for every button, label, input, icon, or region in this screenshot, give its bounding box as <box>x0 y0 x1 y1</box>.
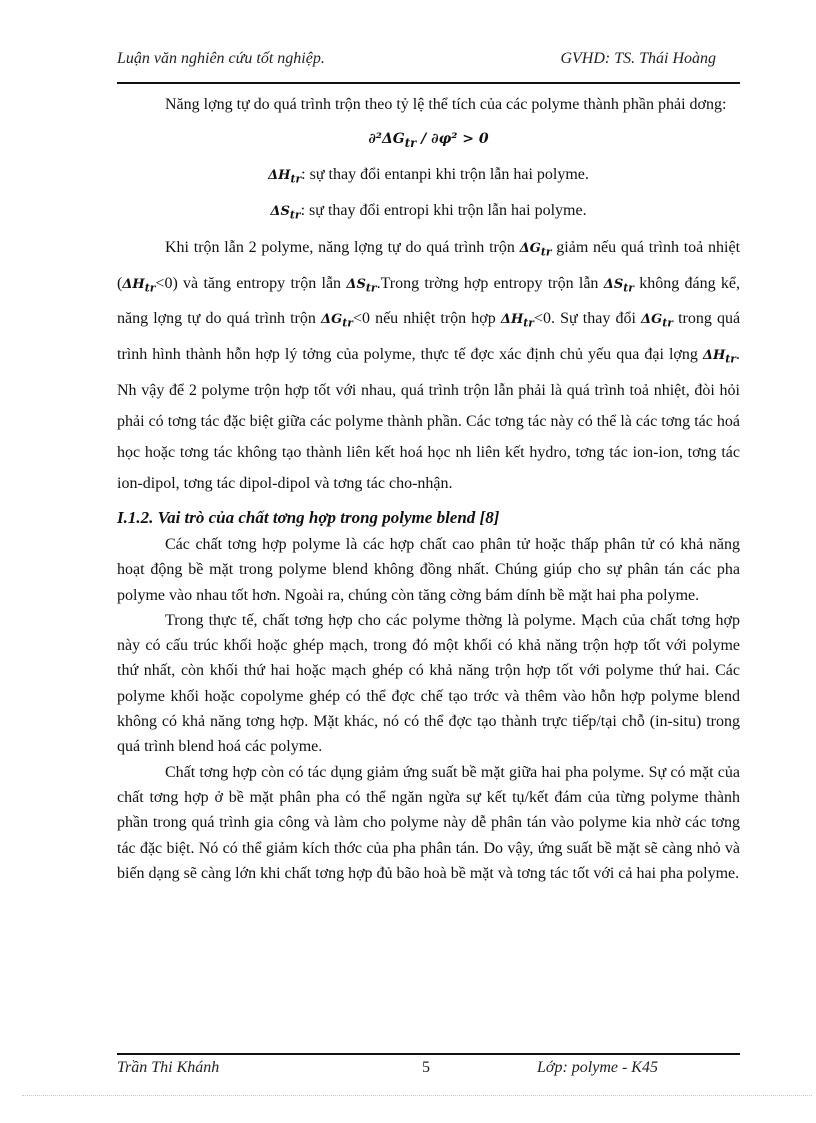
symbol-delta-s: $\Delta S_{tr}$ <box>270 203 301 222</box>
header-thesis-title: Luận văn nghiên cứu tốt nghiệp. <box>117 50 325 67</box>
page-footer <box>117 1059 738 1083</box>
symbol-delta-h: $\Delta H_{tr}$ <box>500 312 534 331</box>
paragraph-mixing: Khi trộn lẫn 2 polyme, năng lợng tự do quá trình trộn $\Delta G_{tr}$ giảm nếu quá trình toả nhiệt $(\Delta H_{tr}<0)$ và tăng entropy trộn lẫn $\Delta S_{tr}.Trong$ trờng hợp entropy trộn lẫn $\Delta S_{tr}$ không đáng kể, năng lợng tự do quá trình trộn $\Delta G_{tr}<0$ nếu nhiệt trộn hợp $\Delta H_{tr}<0$. Sự thay đổi $\Delta G_{tr}$ trong quá trình hình thành hỗn hợp lý tởng của polyme, thực tế đợc xác định chủ yếu qua đại lợng $\Delta H_{tr}$. Nh vậy để 2 polyme trộn hợp tốt với nhau, quá trình trộn lẫn phải là quá trình toả nhiệt, đòi hỏi phải có tơng tác đặc biệt giữa các polyme thành phần. Các tơng tác này có thể là các tơng tác hoá học hoặc tơng tác không tạo thành liên kết hoá học nh liên kết hydro, tơng tác ion-ion, tơng tác ion-dipol, tơng tác dipol-dipol và tơng tác cho-nhận. <box>117 239 741 492</box>
footer-class: Lớp: polyme - K45 <box>537 1059 658 1076</box>
footer-rule <box>117 1053 740 1055</box>
symbol-delta-h: $\Delta H_{tr}$ <box>268 168 302 186</box>
page-body <box>117 92 740 886</box>
footer-author: Trần Thi Khánh <box>117 1059 220 1076</box>
symbol-delta-h: $\Delta H_{tr}$ <box>702 348 737 366</box>
symbol-delta-s: $\Delta S_{tr}$ <box>346 276 377 295</box>
page-number: 5 <box>422 1059 430 1076</box>
paragraph-free-energy: Năng lợng tự do quá trình trộn theo tỷ lệ thể tích của các polyme thành phần phải dơng: <box>165 96 727 113</box>
equation-main <box>117 123 740 159</box>
symbol-delta-g: $\Delta G_{tr}$ <box>321 312 353 331</box>
symbol-delta-g: $\Delta G_{tr}$ <box>519 241 552 259</box>
header-supervisor: GVHD: TS. Thái Hoàng <box>560 50 716 67</box>
equation-second-derivative: $\partial^2\Delta G_{tr} / \partial\varphi^2 > 0$ <box>368 131 489 151</box>
symbol-delta-s: $\Delta S_{tr}$ <box>603 276 634 295</box>
paragraph-compatibilizer-structure: Trong thực tế, chất tơng hợp cho các polyme thờng là polyme. Mạch của chất tơng hợp này có cấu trúc khối hoặc ghép mạch, trong đó một khối có khả năng trộn hợp tốt với polyme thứ nhất, còn khối thứ hai hoặc mạch ghép có khả năng trộn hợp tốt với polyme thứ hai. Các polyme khối hoặc copolyme ghép có thể đợc chế tạo trớc và thêm vào hỗn hợp polyme blend không có khả năng tơng hợp. Mặt khác, nó có thể đợc tạo thành trực tiếp/tại chỗ (in-situ) trong quá trình blend hoá các polyme. <box>117 611 740 756</box>
paragraph-compatibilizer-effect: Chất tơng hợp còn có tác dụng giảm ứng suất bề mặt giữa hai pha polyme. Sự có mặt của chất tơng hợp ở bề mặt phân pha có thể ngăn ngừa sự kết tụ/kết đám của từng polyme thành phần trong quá trình gia công và làm cho polyme này dễ phân tán vào polyme kia nhờ các tơng tác đặc biệt. Nó có thể giảm kích thớc của pha phân tán. Do vậy, ứng suất bề mặt sẽ càng nhỏ và biến dạng sẽ càng lớn khi chất tơng hợp đủ bão hoà bề mặt và tơng tác tốt với cả hai pha polyme. <box>117 763 740 882</box>
header-rule <box>117 82 740 84</box>
definition-entropy: $\Delta S_{tr}$: sự thay đổi entropi khi trộn lẫn hai polyme. <box>270 201 587 222</box>
symbol-delta-g: $\Delta G_{tr}$ <box>641 312 673 331</box>
bottom-dotted-line <box>22 1095 812 1096</box>
definition-enthalpy: $\Delta H_{tr}$: sự thay đổi entanpi khi trộn lẫn hai polyme. <box>268 166 589 186</box>
paragraph-compatibilizer-intro: Các chất tơng hợp polyme là các hợp chất cao phân tử hoặc thấp phân tử có khả năng hoạt động bề mặt trong polyme blend không đồng nhất. Chúng giúp cho sự phân tán các pha polyme vào nhau tốt hơn. Ngoài ra, chúng còn tăng cờng bám dính bề mặt hai pha polyme. <box>117 535 740 604</box>
section-heading: I.1.2. Vai trò của chất tơng hợp trong polyme blend [8] <box>117 507 500 527</box>
equation-block <box>117 123 740 230</box>
page-header <box>117 50 738 74</box>
symbol-delta-h: $\Delta H_{tr}$ <box>122 276 156 295</box>
